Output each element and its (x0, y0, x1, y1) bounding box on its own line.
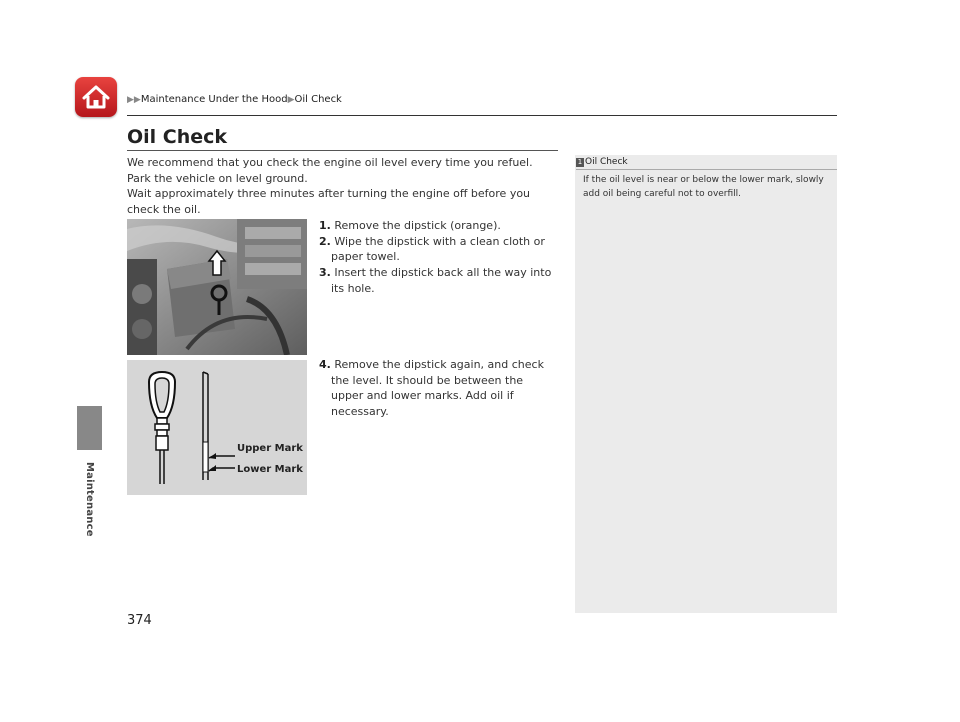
breadcrumb (127, 94, 342, 105)
intro-line: Wait approximately three minutes after turning the engine off before you check the oil. (127, 187, 531, 217)
step-text: Wipe the dipstick with a clean cloth or paper towel. (331, 234, 545, 264)
step-text: Insert the dipstick back all the way into its hole. (331, 266, 552, 295)
upper-mark-label: Upper Mark (237, 443, 303, 454)
title-divider (127, 150, 558, 151)
breadcrumb-arrow-icon: ▶ (287, 95, 295, 105)
note-marker-icon: 1 (577, 158, 583, 166)
page-number: 374 (127, 613, 152, 628)
header-divider (127, 115, 837, 116)
intro-text (127, 155, 557, 218)
note-divider (576, 169, 837, 170)
breadcrumb-arrow-icon: ▶▶ (127, 95, 141, 105)
section-tab[interactable] (77, 406, 102, 450)
breadcrumb-current: Oil Check (294, 94, 342, 105)
step-number: 1. (319, 219, 331, 232)
section-label: Maintenance (84, 462, 95, 537)
page-title: Oil Check (127, 126, 228, 148)
note-heading-text: Oil Check (585, 157, 628, 167)
lower-mark-label: Lower Mark (237, 464, 303, 475)
step-item (319, 234, 555, 265)
engine-photo (127, 219, 307, 355)
home-button[interactable] (75, 77, 117, 117)
intro-line: We recommend that you check the engine oil level every time you refuel. (127, 156, 533, 169)
note-panel (575, 155, 837, 613)
note-text: If the oil level is near or below the lower mark, slowly add oil being careful not to overfill. (583, 175, 824, 199)
step-item (319, 218, 555, 234)
step-text: Remove the dipstick again, and check the level. It should be between the upper and lower marks. Add oil if necessary. (331, 358, 544, 419)
intro-line: Park the vehicle on level ground. (127, 171, 308, 185)
step-text: Remove the dipstick (orange). (334, 219, 501, 232)
step-number: 4. (319, 358, 331, 371)
breadcrumb-parent-link[interactable]: Maintenance Under the Hood (140, 94, 288, 105)
note-heading (576, 157, 628, 167)
step-number: 3. (319, 266, 331, 280)
home-icon (75, 77, 117, 117)
dipstick-diagram (127, 360, 307, 495)
steps-list (319, 218, 555, 297)
step-item (319, 265, 555, 296)
step-item (319, 357, 555, 420)
step-number: 2. (319, 234, 331, 248)
steps-list-continued (319, 357, 555, 420)
